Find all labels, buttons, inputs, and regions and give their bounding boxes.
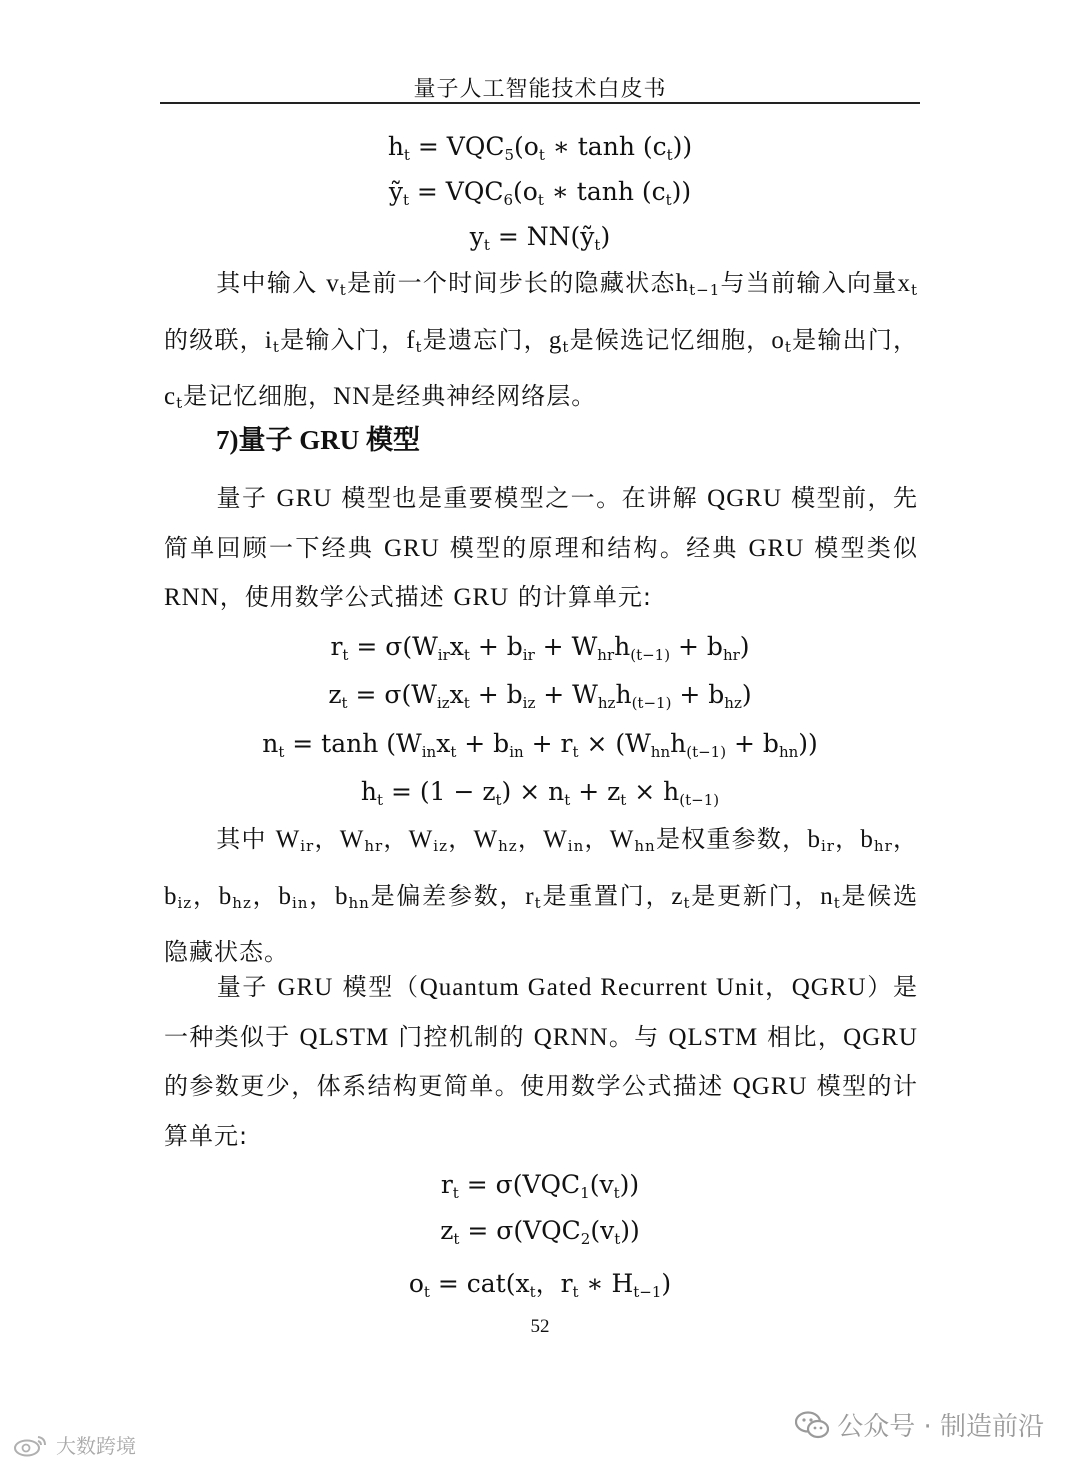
equation-qgru-ot: $o_t = cat(x_t$，$r_t$ ∗ $H_{t-1}$)	[408, 1269, 672, 1301]
watermark-left-text: 大数跨境	[56, 1434, 136, 1458]
equation-yt-tilde: ỹ$_t$ = $VQC_6(o_t$ ∗ $\tanh (c_t)$)	[388, 177, 692, 209]
wechat-icon	[795, 1411, 829, 1439]
weibo-icon	[12, 1433, 50, 1457]
equation-gru-rt: $r_t = \sigma(W_{ir}x_t + b_{ir} + W_{hr}h_{(t-1)} + b_{hr})$	[330, 632, 750, 664]
equation-gru-zt: $z_t = \sigma(W_{iz}x_t + b_{iz} + W_{hz}h_{(t-1)} + b_{hz})$	[328, 680, 752, 712]
equation-gru-nt: $n_t = \tanh (W_{in}x_t + b_{in} + r_t \times (W_{hn}h_{(t-1)} + b_{hn}))$	[262, 729, 818, 761]
paragraph-gru-intro: 量子 GRU 模型也是重要模型之一。在讲解 QGRU 模型前，先简单回顾一下经典 GRU 模型的原理和结构。经典 GRU 模型类似 RNN，使用数学公式描述 GRU 的计算单元:	[164, 484, 918, 611]
equation-qgru-zt: $z_t = \sigma(VQC_2(v_t))$	[440, 1216, 640, 1248]
equation-qgru-rt: $r_t = \sigma(VQC_1(v_t))$	[440, 1170, 640, 1202]
page-number: 52	[530, 1316, 550, 1337]
header-rule	[160, 102, 920, 104]
paragraph-gru-notation: 其中 $W_{ir}$，$W_{hr}$，$W_{iz}$，$W_{hz}$，$W_{in}$，$W_{hn}$是权重参数，$b_{ir}$，$b_{hr}$，$b_{iz}$，$b_{hz}$，$b_{in}$，$b_{hn}$是偏差参数，$r_t$是重置门，$z_t$是更新门，$n_t$是候选隐藏状态。	[164, 825, 919, 966]
paragraph-qgru-intro: 量子 GRU 模型（Quantum Gated Recurrent Unit，QGRU）是一种类似于 QLSTM 门控机制的 QRNN。与 QLSTM 相比，QGRU 的参数更少，体系结构更简单。使用数学公式描述 QGRU 模型的计算单元:	[164, 973, 919, 1150]
watermark-wechat	[795, 1406, 1044, 1443]
section-heading: 7)量子 GRU 模型	[216, 425, 420, 455]
equation-ht-vqc5: $h_t = VQC_5(o_t$ ∗ $\tanh (c_t)$)	[387, 132, 693, 164]
watermark-right-text: 公众号 · 制造前沿	[837, 1412, 1044, 1442]
equation-yt: $y_t$ = NN(ỹ$_t$)	[469, 222, 611, 254]
watermark-weibo	[12, 1430, 136, 1459]
equation-gru-ht: $h_t = (1 - z_t) \times n_t + z_t \times h_{(t-1)}$	[360, 777, 720, 809]
paragraph-qlstm-notation: 其中输入 $v_t$是前一个时间步长的隐藏状态$h_{t-1}$与当前输入向量$x_t$的级联，$i_t$是输入门，$f_t$是遗忘门，$g_t$是候选记忆细胞，$o_t$是输出门，$c_t$是记忆细胞，NN是经典神经网络层。	[164, 269, 919, 412]
running-header: 量子人工智能技术白皮书	[413, 77, 667, 102]
